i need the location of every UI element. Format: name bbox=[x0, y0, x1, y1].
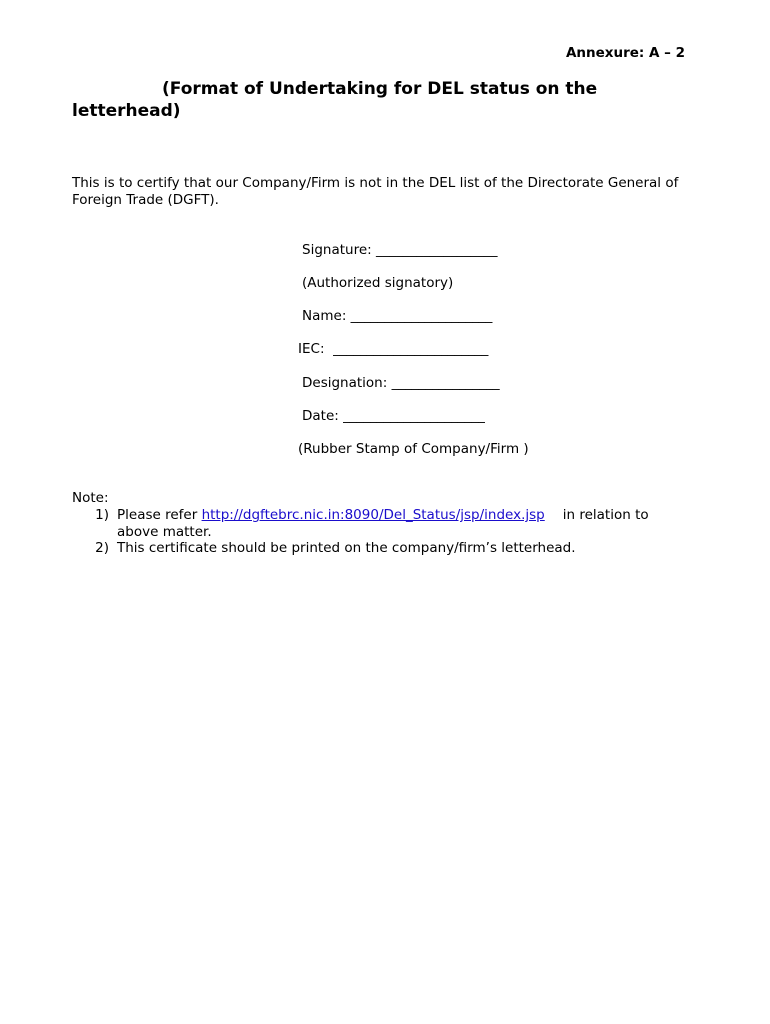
dgft-status-link[interactable]: http://dgftebrc.nic.in:8090/Del_Status/jsp/index.jsp bbox=[201, 507, 545, 523]
certification-text: This is to certify that our Company/Firm is not in the DEL list of the Directorate General of Foreign Trade (DGFT). bbox=[72, 175, 679, 208]
note-prefix: Please refer bbox=[117, 507, 202, 523]
date-field: Date: _____________________ bbox=[302, 408, 485, 424]
designation-field: Designation: ________________ bbox=[302, 375, 500, 391]
note-number: 2) bbox=[95, 540, 109, 556]
document-title: (Format of Undertaking for DEL status on the letterhead) bbox=[72, 79, 598, 121]
authorized-signatory-label: (Authorized signatory) bbox=[302, 275, 454, 291]
rubber-stamp-label: (Rubber Stamp of Company/Firm ) bbox=[298, 441, 529, 457]
note-item bbox=[72, 540, 692, 557]
annexure-label: Annexure: A – 2 bbox=[565, 45, 685, 61]
name-field: Name: _____________________ bbox=[302, 308, 493, 324]
iec-field: IEC: _______________________ bbox=[298, 341, 489, 357]
signature-field: Signature: __________________ bbox=[302, 242, 498, 258]
note-text bbox=[117, 507, 692, 540]
note-label: Note: bbox=[72, 490, 109, 506]
note-suffix: in relation to above matter. bbox=[117, 507, 649, 540]
note-text: This certificate should be printed on the company/firm’s letterhead. bbox=[117, 540, 576, 556]
notes-list bbox=[72, 507, 692, 557]
note-number: 1) bbox=[95, 507, 109, 523]
note-item bbox=[72, 507, 692, 540]
